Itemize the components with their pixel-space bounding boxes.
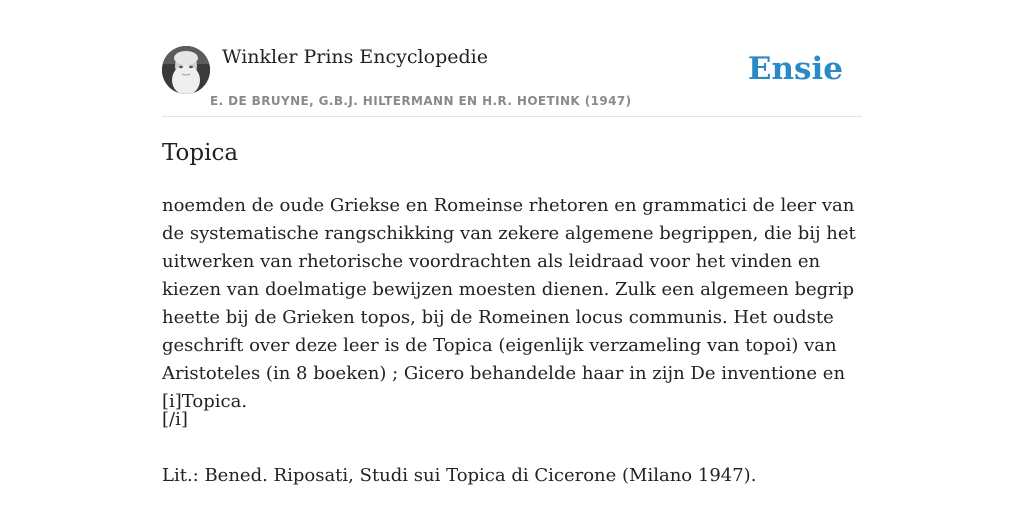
ensie-logo[interactable]: Ensie xyxy=(747,51,843,87)
page-title: Topica xyxy=(162,140,239,166)
stray-tag-paragraph: [/i] xyxy=(162,409,188,430)
source-header xyxy=(162,46,862,117)
source-authors: E. DE BRUYNE, G.B.J. HILTERMANN EN H.R. HOETINK (1947) xyxy=(210,94,632,108)
definition-paragraph: noemden de oude Griekse en Romeinse rhetoren en grammatici de leer van de systematische rangschikking van zekere algemene begrippen, die bij het uitwerken van rhetorische voordrachten als leidraad voor het vinden en kiezen van doelmatige bewijzen moesten dienen. Zulk een algemeen begrip heette bij de Grieken topos, bij de Romeinen locus communis. Het oudste geschrift over deze leer is de Topica (eigenlijk verzameling van topoi) van Aristoteles (in 8 boeken) ; Gicero behandelde haar in zijn De inventione en [i]Topica. xyxy=(162,195,856,412)
bearded-man-portrait-icon xyxy=(162,46,210,94)
author-avatar[interactable] xyxy=(162,46,210,94)
literature-reference: Lit.: Bened. Riposati, Studi sui Topica di Cicerone (Milano 1947). xyxy=(162,465,757,486)
source-title[interactable]: Winkler Prins Encyclopedie xyxy=(222,46,488,68)
article-body xyxy=(162,192,862,486)
